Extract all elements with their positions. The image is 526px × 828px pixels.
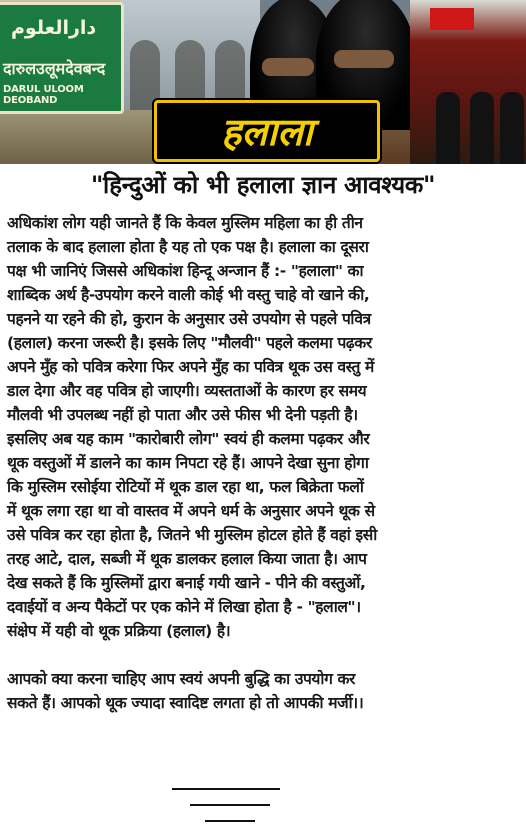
paragraph-line: तलाक के बाद हलाला होता है यह तो एक पक्ष है। हलाला का दूसरा xyxy=(7,238,369,256)
banner-image xyxy=(0,0,526,164)
paragraph-line: संक्षेप में यही वो थूक प्रक्रिया (हलाल) है। xyxy=(7,622,231,640)
paragraph-line: सकते हैं। आपको थूक ज्यादा स्वादिष्ट लगता हो तो आपकी मर्जी।। xyxy=(7,694,364,712)
paragraph-line: में थूक लगा रहा था वो वास्तव में अपने धर्म के अनुसार अपने थूक से xyxy=(7,502,375,520)
headline: "हिन्दुओं को भी हलाला ज्ञान आवश्यक" xyxy=(90,171,436,199)
face-opening xyxy=(262,58,314,76)
crowd-figure xyxy=(436,92,460,164)
paragraph-line: देख सकते हैं कि मुस्लिमों द्वारा बनाई गयी खाने - पीने की वस्तुओं, xyxy=(7,574,366,592)
red-flag xyxy=(430,8,474,30)
crowd-figure xyxy=(470,92,494,164)
closing-rule xyxy=(190,804,270,806)
paragraph-line: आपको क्या करना चाहिए आप स्वयं अपनी बुद्धि का उपयोग कर xyxy=(7,670,356,688)
paragraph-line: डाल देगा और वह पवित्र हो जाएगी। व्यस्तताओं के कारण हर समय xyxy=(7,382,367,400)
article-body xyxy=(7,211,521,715)
sign-urdu-text: دارالعلوم xyxy=(11,17,97,39)
overlay-title-plate xyxy=(154,100,380,162)
paragraph-line: उसे पवित्र कर रहा होता है, जितने भी मुस्लिम होटल होते हैं वहां इसी xyxy=(7,526,377,544)
paragraph-line: कि मुस्लिम रसोईया रोटियों में थूक डाल रहा था, फल बिक्रेता फलों xyxy=(7,478,364,496)
institution-signboard xyxy=(0,2,124,114)
crowd-figure xyxy=(500,92,524,164)
paragraph-line: थूक वस्तुओं में डालने का काम निपटा रहे हैं। आपने देखा सुना होगा xyxy=(7,454,369,472)
paragraph-line: इसलिए अब यह काम "कारोबारी लोग" स्वयं ही कलमा पढ़कर और xyxy=(7,430,370,448)
face-opening xyxy=(334,50,394,68)
closing-rule xyxy=(205,820,255,822)
sign-english-text: DARUL ULOOM DEOBAND xyxy=(3,84,84,106)
paragraph-line: (हलाल) करना जरूरी है। इसके लिए "मौलवी" पहले कलमा पढ़कर xyxy=(7,334,372,352)
overlay-title: हलाला xyxy=(221,110,313,154)
closing-rule xyxy=(172,788,280,790)
paragraph-line: अपने मुँह को पवित्र करेगा फिर अपने मुँह का पवित्र थूक उस वस्तु में xyxy=(7,358,374,376)
sign-hindi-text: दारुलउलूमदेवबन्द xyxy=(3,59,106,78)
paragraph-line: दवाईयों व अन्य पैकेटों पर एक कोने में लिखा होता है - "हलाल"। xyxy=(7,598,361,616)
paragraph-line: मौलवी भी उपलब्ध नहीं हो पाता और उसे फीस भी देनी पड़ती है। xyxy=(7,406,358,424)
paragraph-line: अधिकांश लोग यही जानते हैं कि केवल मुस्लिम महिला का ही तीन xyxy=(7,214,363,232)
paragraph-line: तरह आटे, दाल, सब्जी में थूक डालकर हलाल किया जाता है। आप xyxy=(7,550,367,568)
paragraph-gap xyxy=(7,643,521,667)
paragraph-line: पक्ष भी जानिएं जिससे अधिकांश हिन्दू अन्जान हैं :- "हलाला" का xyxy=(7,262,364,280)
paragraph-line: पहनने या रहने की हो, कुरान के अनुसार उसे उपयोग से पहले पवित्र xyxy=(7,310,371,328)
paragraph-line: शाब्दिक अर्थ है-उपयोग करने वाली कोई भी वस्तु चाहे वो खाने की, xyxy=(7,286,370,304)
